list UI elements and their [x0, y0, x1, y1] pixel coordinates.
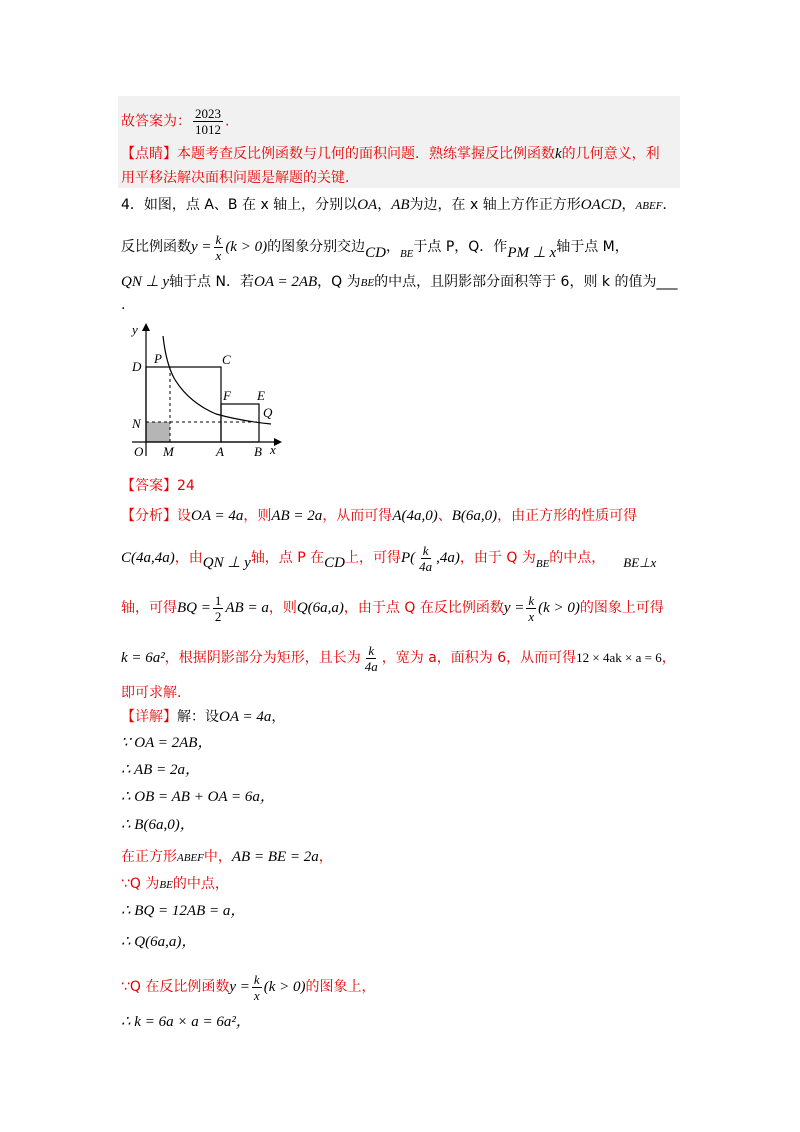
label-f: F: [223, 388, 231, 403]
y-axis-arrow-icon: [142, 323, 150, 331]
detail-line-2: ∵ OA = 2AB，: [121, 735, 213, 751]
label-p: P: [154, 351, 162, 366]
label-x: x: [270, 442, 276, 457]
analysis-line-5: 即可求解．: [121, 685, 191, 701]
comment-line-2: 用平移法解决面积问题是解题的关键．: [121, 170, 359, 186]
label-a: A: [216, 444, 224, 459]
detail-line-10: ∵Q 在反比例函数y = $\frac{k}{x}$ (k > 0)的图象上，: [121, 971, 376, 1003]
label-e: E: [257, 388, 265, 403]
label-b: B: [254, 444, 262, 459]
problem-line-2: 反比例函数y = $\frac{k}{x}$ (k > 0)的图象分别交边CD，$_{BE}$于点 P，Q．作PM ⊥ x轴于点 M，: [121, 231, 629, 263]
problem-line-4: .: [121, 297, 126, 313]
analysis-line-2: C(4a,4a)，由QN ⊥ y轴，点 P 在CD上，可得P( $\frac{k}{4a}$ ,4a)，由于 Q 为$_{BE}$的中点， BE⊥x: [121, 542, 657, 574]
problem-line-1: 4．如图，点 A、B 在 x 轴上，分别以OA，AB为边，在 x 轴上方作正方形OACD，ABEF．: [121, 197, 677, 213]
detail-line-9: ∴ Q(6a,a)，: [121, 934, 197, 950]
answer-fraction: $\frac{2023}{1012}$: [195, 106, 221, 137]
k-over-4a-fraction: $\frac{k}{4a}$: [419, 542, 433, 574]
detail-line-3: ∴ AB = 2a，: [121, 762, 200, 778]
square-abef: [221, 404, 259, 442]
hyperbola-curve: [163, 336, 271, 424]
analysis-line-4: k = 6a²，根据阴影部分为矩形，且长为 $\frac{k}{4a}$ ，宽为 a，面积为 6，从而可得12 × 4ak × a = 6，: [121, 642, 676, 674]
detail-line-8: ∴ BQ = 12AB = a，: [121, 903, 246, 919]
label-o: O: [134, 444, 144, 459]
problem-figure: [116, 318, 286, 464]
shaded-rectangle: [146, 422, 170, 442]
answer-tag-line: 【答案】24: [121, 478, 195, 494]
analysis-line-1: 【分析】设OA = 4a，则AB = 2a，从而可得A(4a,0)、B(6a,0)，由正方形的性质可得: [121, 508, 638, 524]
half-fraction: $\frac{1}{2}$: [214, 592, 222, 624]
detail-line-6: 在正方形ABEF中，AB = BE = 2a，: [121, 849, 333, 865]
problem-line-3: QN ⊥ y轴于点 N．若OA = 2AB，Q 为BE的中点，且阴影部分面积等于 6，则 k 的值为___: [121, 274, 678, 290]
detail-line-4: ∴ OB = AB + OA = 6a，: [121, 789, 275, 805]
label-m: M: [163, 444, 174, 459]
k-over-x-fraction-2: $\frac{k}{x}$: [528, 592, 535, 624]
label-y: y: [132, 322, 138, 337]
answer-line: 故答案为： $\frac{2023}{1012}$ .: [121, 106, 230, 137]
analysis-line-3: 轴，可得BQ = $\frac{1}{2}$ AB = a，则Q(6a,a)，由于点 Q 在反比例函数y = $\frac{k}{x}$ (k > 0)的图象上可得: [121, 592, 664, 624]
detail-line-1: 【详解】解：设OA = 4a，: [121, 709, 286, 725]
k-over-x-fraction-3: $\frac{k}{x}$: [253, 971, 260, 1003]
label-d: D: [132, 359, 142, 374]
k-over-4a-fraction-2: $\frac{k}{4a}$: [364, 642, 378, 674]
label-c: C: [222, 352, 231, 367]
comment-line-1: 【点睛】本题考查反比例函数与几何的面积问题．熟练掌握反比例函数k的几何意义，利: [121, 146, 660, 162]
detail-line-7: ∵Q 为BE的中点，: [121, 876, 229, 892]
label-q: Q: [263, 405, 273, 420]
label-n: N: [132, 416, 141, 431]
detail-line-11: ∴ k = 6a × a = 6a²，: [121, 1014, 251, 1030]
k-over-x-fraction: $\frac{k}{x}$: [215, 231, 222, 263]
detail-line-5: ∴ B(6a,0)，: [121, 817, 195, 833]
